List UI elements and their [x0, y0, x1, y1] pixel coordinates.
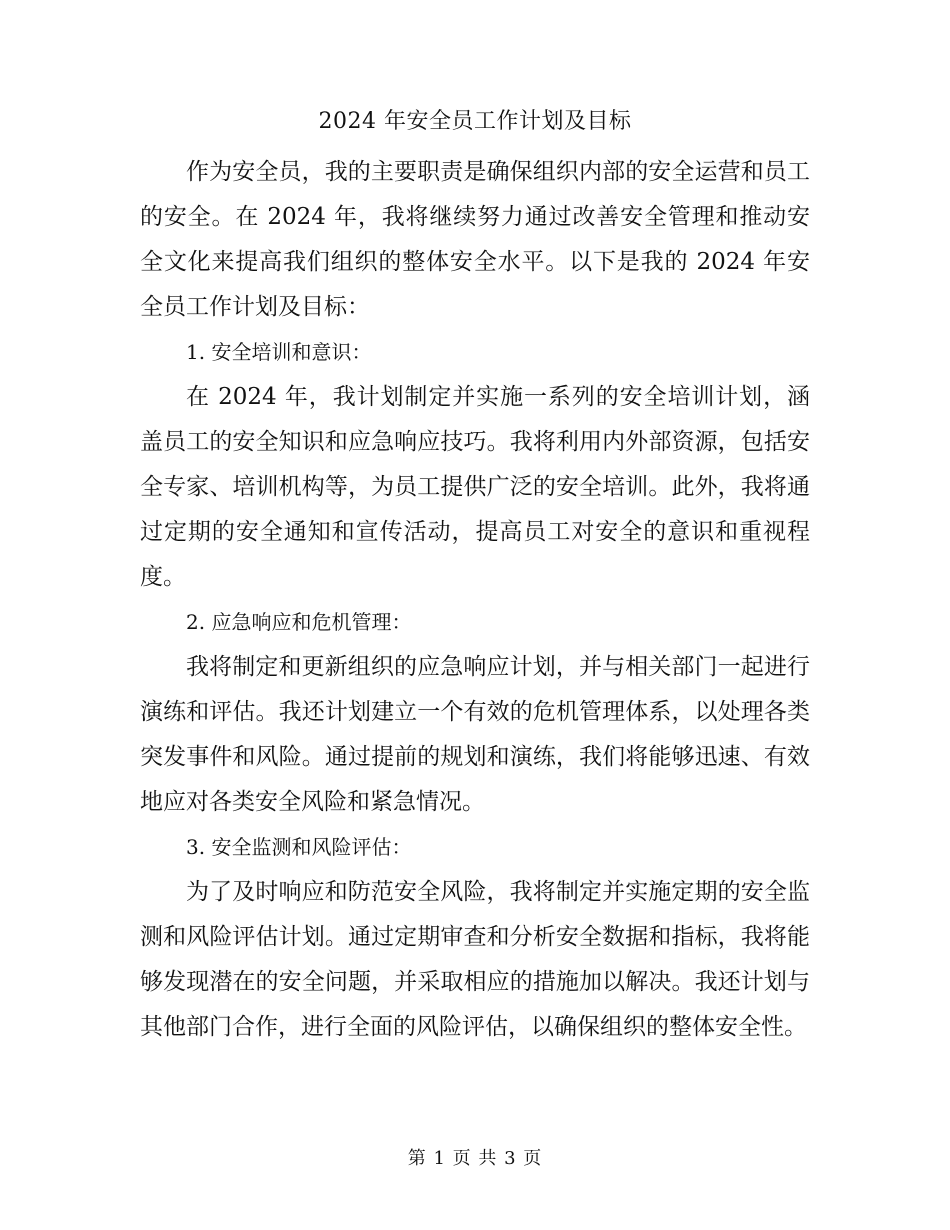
section-paragraph: 为了及时响应和防范安全风险，我将制定并实施定期的安全监测和风险评估计划。通过定期审查和分析安全数据和指标，我将能够发现潜在的安全问题，并采取相应的措施加以解决。我还计划与其他部门合作，进行全面的风险评估，以确保组织的整体安全性。 — [140, 879, 810, 1040]
section-paragraph: 在 2024 年，我计划制定并实施一系列的安全培训计划，涵盖员工的安全知识和应急响应技巧。我将利用内外部资源，包括安全专家、培训机构等，为员工提供广泛的安全培训。此外，我将通过定期的安全通知和宣传活动，提高员工对安全的意识和重视程度。 — [140, 384, 810, 590]
section-risk-assessment — [140, 825, 810, 1050]
section-emergency-response — [140, 600, 810, 825]
section-heading: 2. 应急响应和危机管理： — [186, 610, 412, 634]
section-training — [140, 330, 810, 600]
document-body — [140, 150, 810, 1050]
section-heading: 3. 安全监测和风险评估： — [186, 835, 412, 859]
section-heading: 1. 安全培训和意识： — [186, 340, 372, 364]
page-number-footer: 第 1 页 共 3 页 — [407, 1148, 543, 1169]
page-title: 2024 年安全员工作计划及目标 — [318, 109, 632, 134]
intro-paragraph: 作为安全员，我的主要职责是确保组织内部的安全运营和员工的安全。在 2024 年，我将继续努力通过改善安全管理和推动安全文化来提高我们组织的整体安全水平。以下是我的 2024 年安全员工作计划及目标： — [140, 159, 810, 320]
section-paragraph: 我将制定和更新组织的应急响应计划，并与相关部门一起进行演练和评估。我还计划建立一个有效的危机管理体系，以处理各类突发事件和风险。通过提前的规划和演练，我们将能够迅速、有效地应对各类安全风险和紧急情况。 — [140, 654, 810, 815]
